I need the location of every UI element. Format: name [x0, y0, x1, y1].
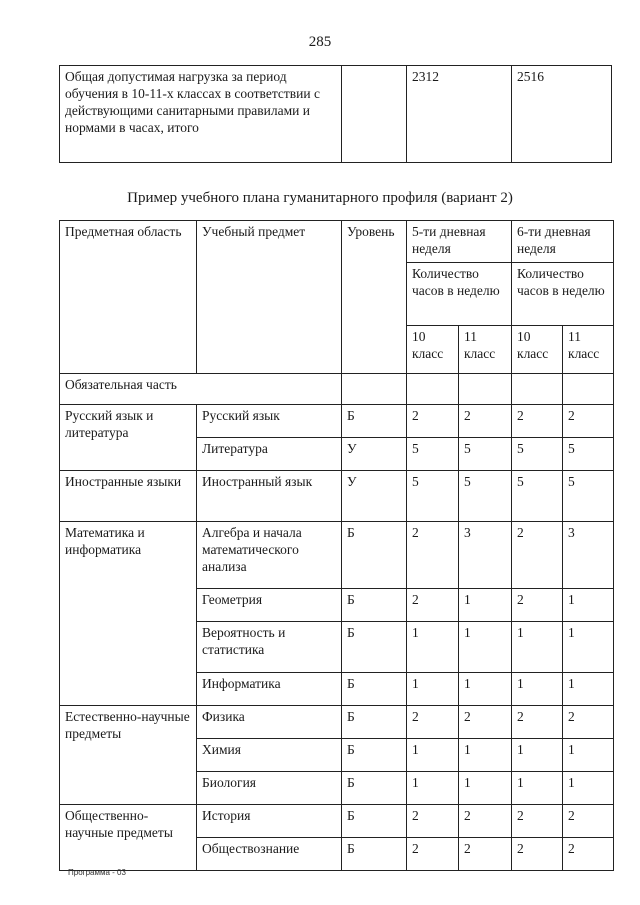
header-area: Предметная область — [60, 221, 197, 374]
hours-6day-grade10: 5 — [512, 471, 563, 522]
subject-area-cell: Русский язык и литература — [60, 405, 197, 471]
hours-5day-grade10: 2 — [407, 522, 459, 589]
hours-5day-grade10: 1 — [407, 739, 459, 772]
total-load-5day: 2312 — [407, 66, 512, 163]
header-grade10-5: 10 класс — [407, 325, 459, 373]
hours-6day-grade11: 3 — [563, 522, 614, 589]
hours-5day-grade11: 3 — [459, 522, 512, 589]
hours-5day-grade10: 5 — [407, 438, 459, 471]
hours-5day-grade11: 1 — [459, 622, 512, 673]
hours-6day-grade10: 5 — [512, 438, 563, 471]
hours-5day-grade11: 1 — [459, 589, 512, 622]
subject-cell: Информатика — [197, 673, 342, 706]
hours-5day-grade11: 2 — [459, 805, 512, 838]
level-cell: Б — [342, 706, 407, 739]
subject-cell: Иностранный язык — [197, 471, 342, 522]
subject-cell: Обществознание — [197, 838, 342, 871]
level-cell: Б — [342, 673, 407, 706]
hours-5day-grade11: 1 — [459, 739, 512, 772]
hours-6day-grade10: 2 — [512, 805, 563, 838]
level-cell: У — [342, 438, 407, 471]
subject-cell: Алгебра и начала математического анализа — [197, 522, 342, 589]
level-cell: Б — [342, 739, 407, 772]
header-grade11-6: 11 класс — [563, 325, 614, 373]
level-cell: Б — [342, 522, 407, 589]
hours-5day-grade10: 5 — [407, 471, 459, 522]
hours-6day-grade10: 2 — [512, 522, 563, 589]
hours-5day-grade10: 2 — [407, 706, 459, 739]
hours-5day-grade10: 2 — [407, 805, 459, 838]
hours-6day-grade10: 1 — [512, 739, 563, 772]
hours-6day-grade11: 1 — [563, 622, 614, 673]
total-load-label: Общая допустимая нагрузка за период обучения в 10-11-х классах в соответствии с действующими санитарными правилами и нормами в часах, итого — [60, 66, 342, 163]
hours-5day-grade11: 2 — [459, 405, 512, 438]
hours-6day-grade10: 2 — [512, 706, 563, 739]
hours-6day-grade11: 2 — [563, 405, 614, 438]
hours-5day-grade11: 2 — [459, 706, 512, 739]
hours-6day-grade11: 5 — [563, 471, 614, 522]
total-load-level — [342, 66, 407, 163]
header-week6: 6-ти дневная неделя — [512, 221, 614, 263]
header-hours-6: Количество часов в неделю — [512, 263, 614, 326]
hours-5day-grade10: 2 — [407, 838, 459, 871]
mandatory-part-label: Обязательная часть — [60, 374, 342, 405]
table-row — [60, 66, 612, 163]
header-grade11-5: 11 класс — [459, 325, 512, 373]
hours-6day-grade10: 1 — [512, 622, 563, 673]
hours-6day-grade10: 2 — [512, 405, 563, 438]
hours-6day-grade11: 1 — [563, 772, 614, 805]
hours-6day-grade10: 2 — [512, 589, 563, 622]
subject-cell: История — [197, 805, 342, 838]
level-cell: Б — [342, 772, 407, 805]
study-plan-table — [59, 220, 614, 871]
plan-title: Пример учебного плана гуманитарного профиля (вариант 2) — [127, 190, 513, 206]
hours-6day-grade11: 1 — [563, 739, 614, 772]
level-cell: Б — [342, 405, 407, 438]
hours-5day-grade11: 1 — [459, 772, 512, 805]
level-cell: У — [342, 471, 407, 522]
total-load-6day: 2516 — [512, 66, 612, 163]
table-row — [60, 805, 614, 838]
hours-6day-grade11: 2 — [563, 838, 614, 871]
hours-5day-grade10: 1 — [407, 622, 459, 673]
header-grade10-6: 10 класс — [512, 325, 563, 373]
mandatory-part-row — [60, 374, 614, 405]
subject-area-cell: Общественно-научные предметы — [60, 805, 197, 871]
header-subject: Учебный предмет — [197, 221, 342, 374]
hours-6day-grade11: 2 — [563, 805, 614, 838]
hours-6day-grade10: 1 — [512, 673, 563, 706]
header-row — [60, 221, 614, 263]
hours-5day-grade10: 1 — [407, 673, 459, 706]
hours-6day-grade11: 5 — [563, 438, 614, 471]
subject-cell: Геометрия — [197, 589, 342, 622]
subject-cell: Русский язык — [197, 405, 342, 438]
table-row — [60, 471, 614, 522]
level-cell: Б — [342, 622, 407, 673]
level-cell: Б — [342, 589, 407, 622]
subject-cell: Физика — [197, 706, 342, 739]
subject-cell: Химия — [197, 739, 342, 772]
hours-5day-grade10: 2 — [407, 589, 459, 622]
hours-5day-grade11: 5 — [459, 438, 512, 471]
footer-label: Программа - 03 — [68, 868, 126, 877]
table-row — [60, 405, 614, 438]
subject-area-cell: Математика и информатика — [60, 522, 197, 706]
header-level: Уровень — [342, 221, 407, 374]
subject-cell: Вероятность и статистика — [197, 622, 342, 673]
hours-5day-grade11: 2 — [459, 838, 512, 871]
subject-cell: Литература — [197, 438, 342, 471]
hours-6day-grade10: 2 — [512, 838, 563, 871]
hours-5day-grade10: 2 — [407, 405, 459, 438]
level-cell: Б — [342, 805, 407, 838]
subject-cell: Биология — [197, 772, 342, 805]
subject-area-cell: Иностранные языки — [60, 471, 197, 522]
table-row — [60, 706, 614, 739]
table-row — [60, 522, 614, 589]
hours-5day-grade11: 5 — [459, 471, 512, 522]
header-week5: 5-ти дневная неделя — [407, 221, 512, 263]
hours-6day-grade11: 2 — [563, 706, 614, 739]
total-load-table — [59, 65, 612, 163]
hours-6day-grade11: 1 — [563, 589, 614, 622]
level-cell: Б — [342, 838, 407, 871]
hours-6day-grade11: 1 — [563, 673, 614, 706]
hours-5day-grade10: 1 — [407, 772, 459, 805]
hours-6day-grade10: 1 — [512, 772, 563, 805]
hours-5day-grade11: 1 — [459, 673, 512, 706]
header-hours-5: Количество часов в неделю — [407, 263, 512, 326]
subject-area-cell: Естественно-научные предметы — [60, 706, 197, 805]
page-number: 285 — [308, 34, 332, 50]
